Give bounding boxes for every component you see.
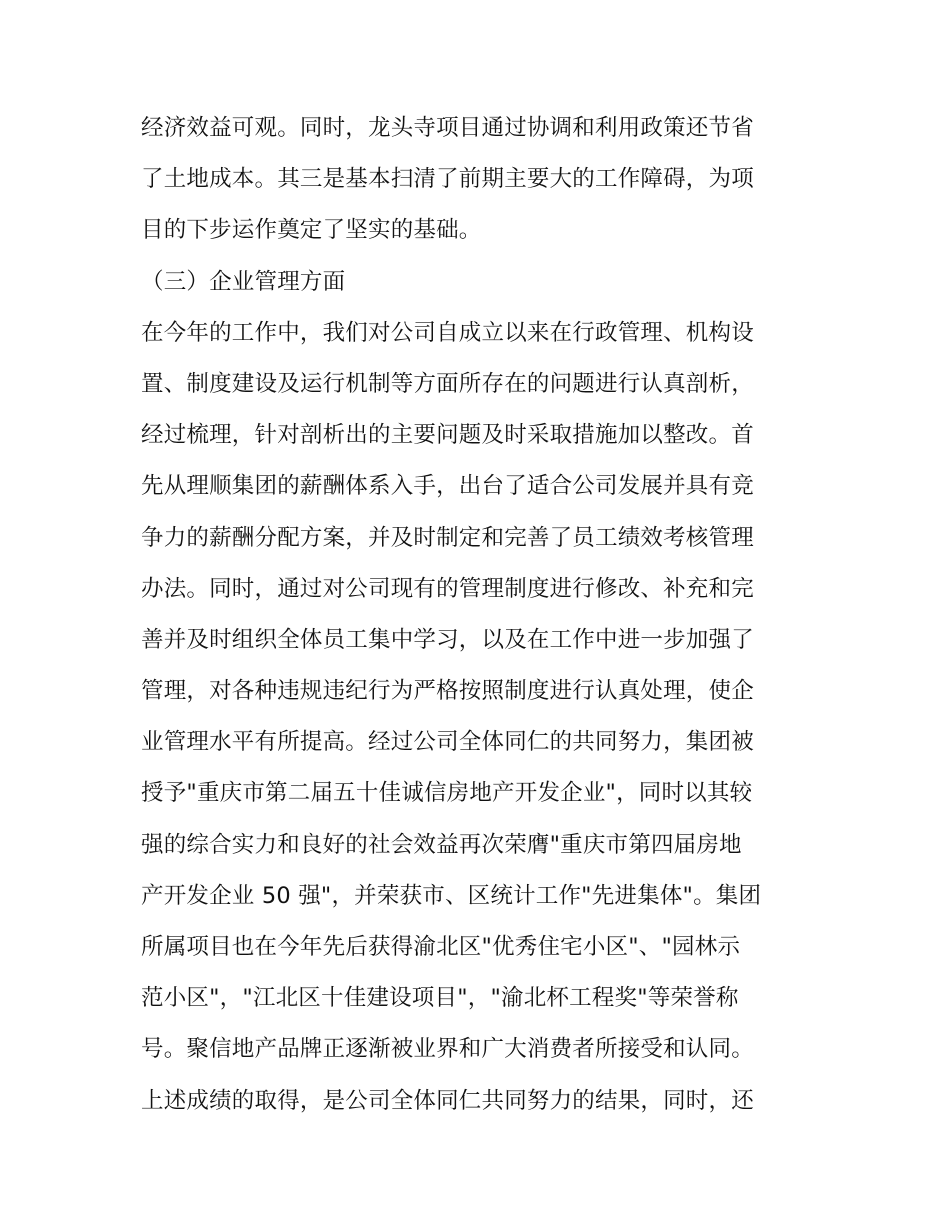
- text-line: 争力的薪酬分配方案，并及时制定和完善了员工绩效考核管理: [141, 524, 754, 551]
- text-line: 管理，对各种违规违纪行为严格按照制度进行认真处理，使企: [141, 678, 754, 705]
- text-line: 经济效益可观。同时，龙头寺项目通过协调和利用政策还节省: [141, 115, 754, 141]
- text-line: 置、制度建设及运行机制等方面所存在的问题进行认真剖析，: [141, 370, 754, 397]
- text-line: 业管理水平有所提高。经过公司全体同仁的共同努力，集团被: [141, 729, 754, 756]
- text-line: 强的综合实力和良好的社会效益再次荣膺"重庆市第四届房地: [141, 831, 742, 858]
- text-line: 经过梳理，针对剖析出的主要问题及时采取措施加以整改。首: [141, 422, 754, 449]
- body-text: [141, 103, 821, 1127]
- text-line: 上述成绩的取得，是公司全体同仁共同努力的结果，同时，还: [141, 1087, 754, 1114]
- text-line: 产开发企业 50 强"，并荣获市、区统计工作"先进集体"。集团: [141, 882, 762, 909]
- text-line: 所属项目也在今年先后获得渝北区"优秀住宅小区"、"园林示: [141, 934, 741, 960]
- section-heading: （三）企业管理方面: [141, 268, 346, 295]
- text-line: 在今年的工作中，我们对公司自成立以来在行政管理、机构设: [141, 319, 754, 346]
- text-line: 善并及时组织全体员工集中学习，以及在工作中进一步加强了: [141, 626, 754, 653]
- text-line: 号。聚信地产品牌正逐渐被业界和广大消费者所接受和认同。: [141, 1036, 754, 1063]
- text-line: 目的下步运作奠定了坚实的基础。: [141, 217, 482, 244]
- text-line: 了土地成本。其三是基本扫清了前期主要大的工作障碍，为项: [141, 166, 754, 193]
- text-line: 范小区"，"江北区十佳建设项目"，"渝北杯工程奖"等荣誉称: [141, 985, 739, 1012]
- text-line: 办法。同时，通过对公司现有的管理制度进行修改、补充和完: [141, 575, 754, 602]
- text-line: 授予"重庆市第二届五十佳诚信房地产开发企业"，同时以其较: [141, 780, 753, 807]
- text-line: 先从理顺集团的薪酬体系入手，出台了适合公司发展并具有竞: [141, 473, 754, 500]
